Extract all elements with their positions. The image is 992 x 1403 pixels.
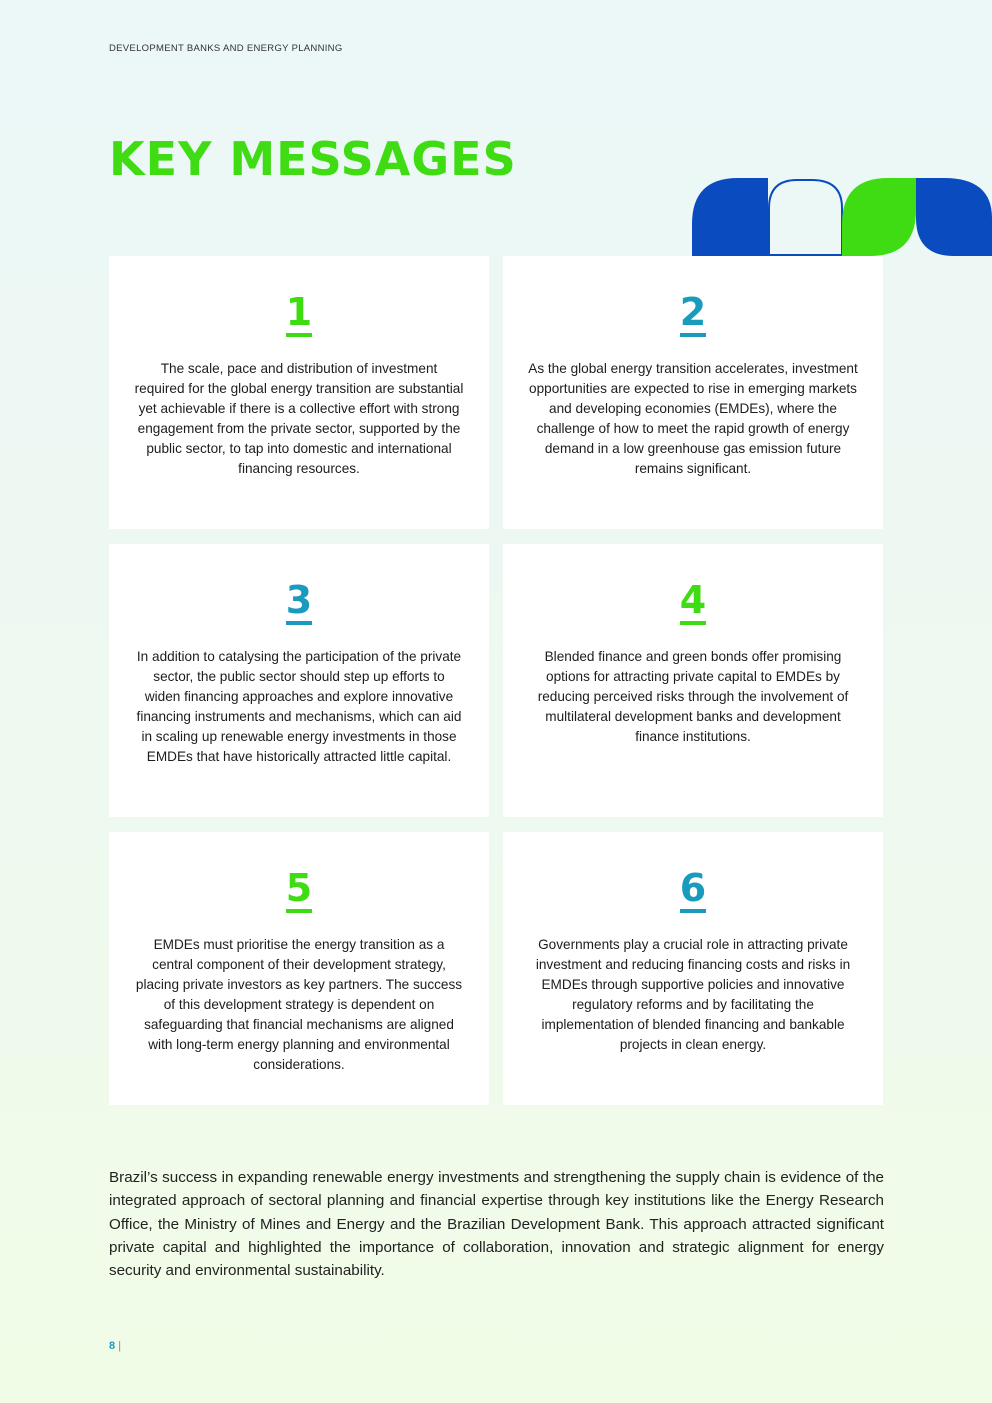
decorative-shapes: [692, 178, 992, 256]
message-number-1: 1: [286, 292, 312, 337]
page-separator: |: [118, 1340, 122, 1352]
message-number-5: 5: [286, 868, 312, 913]
running-header: DEVELOPMENT BANKS AND ENERGY PLANNING: [109, 43, 343, 54]
outline-arch-shape: [769, 180, 842, 255]
message-card-4: [503, 544, 883, 817]
message-card-5: [109, 832, 489, 1105]
message-number-6: 6: [680, 868, 706, 913]
message-card-2: [503, 256, 883, 529]
page-number: 8: [109, 1340, 116, 1352]
message-text-3: In addition to catalysing the participation of the private sector, the public sector should step up efforts to widen financing approaches and explore innovative financing instruments and mechanisms, which can aid in scaling up renewable energy investments in those EMDEs that have historically attracted little capital.: [136, 649, 462, 764]
blue-quarter-shape: [692, 178, 768, 256]
message-number-3: 3: [286, 580, 312, 625]
message-number-4: 4: [680, 580, 706, 625]
message-text-4: Blended finance and green bonds offer promising options for attracting private capital to EMDEs by reducing perceived risks through the involvement of multilateral development banks and development finance institutions.: [537, 649, 849, 744]
message-text-6: Governments play a crucial role in attracting private investment and reducing financing costs and risks in EMDEs through supportive policies and innovative regulatory reforms and by facilitating the implementation of blended financing and bankable projects in clean energy.: [535, 937, 851, 1052]
page-title: KEY MESSAGES: [109, 132, 517, 186]
page-number-footer: [109, 1340, 121, 1352]
message-card-1: [109, 256, 489, 529]
summary-paragraph: Brazil’s success in expanding renewable energy investments and strengthening the supply chain is evidence of the integrated approach of sectoral planning and financial expertise through key institutions like the Energy Research Office, the Ministry of Mines and Energy and the Brazilian Development Bank. This approach attracted significant private capital and highlighted the importance of collaboration, innovation and strategic alignment for energy security and environmental sustainability.: [109, 1169, 884, 1280]
blue-wave-shape: [916, 178, 992, 256]
message-number-2: 2: [680, 292, 706, 337]
message-card-6: [503, 832, 883, 1105]
message-card-3: [109, 544, 489, 817]
message-text-5: EMDEs must prioritise the energy transition as a central component of their development strategy, placing private investors as key partners. The success of this development strategy is dependent on safeguarding that financial mechanisms are aligned with long-term energy planning and environmental considerations.: [135, 937, 463, 1072]
message-text-1: The scale, pace and distribution of investment required for the global energy transition are substantial yet achievable if there is a collective effort with strong engagement from the private sector, supported by the public sector, to tap into domestic and international financing resources.: [134, 361, 464, 476]
green-leaf-shape: [842, 178, 916, 256]
message-text-2: As the global energy transition accelerates, investment opportunities are expected to rise in emerging markets and developing economies (EMDEs), where the challenge of how to meet the rapid growth of energy demand in a low greenhouse gas emission future remains significant.: [528, 361, 858, 476]
